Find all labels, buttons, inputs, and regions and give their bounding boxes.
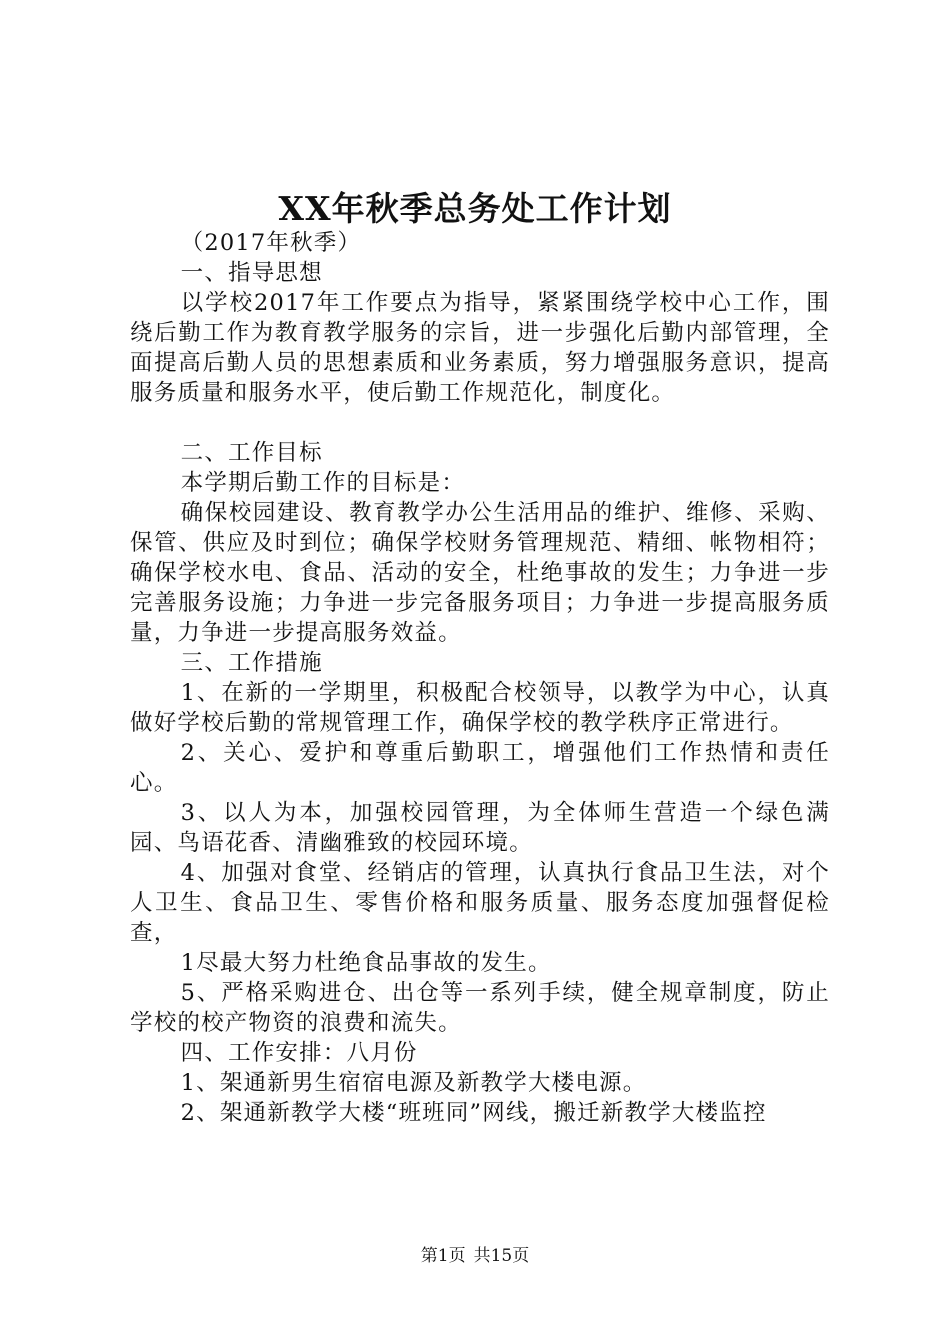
paragraph-goals-intro: 本学期后勤工作的目标是： <box>180 470 466 496</box>
page-total: 共15页 <box>473 1246 530 1266</box>
measure-item-4-continued: 1尽最大努力杜绝食品事故的发生。 <box>180 950 552 976</box>
section-heading-work-goals: 二、工作目标 <box>180 440 323 466</box>
section-heading-guiding-ideology: 一、指导思想 <box>180 260 323 286</box>
measure-item-2: 2、关心、爱护和尊重后勤职工，增强他们工作热情和责任心。 <box>130 740 830 796</box>
measure-item-1: 1、在新的一学期里，积极配合校领导，以教学为中心，认真做好学校后勤的常规管理工作，确保学校的教学秩序正常进行。 <box>130 680 830 736</box>
schedule-item-2: 2、架通新教学大楼“班班同”网线，搬迁新教学大楼监控 <box>180 1100 767 1126</box>
semester-note: （2017年秋季） <box>180 230 362 256</box>
document-title: XX年秋季总务处工作计划 <box>278 189 672 228</box>
section-heading-work-measures: 三、工作措施 <box>180 650 323 676</box>
paragraph-guiding-ideology: 以学校2017年工作要点为指导，紧紧围绕学校中心工作，围绕后勤工作为教育教学服务的宗旨，进一步强化后勤内部管理，全面提高后勤人员的思想素质和业务素质，努力增强服务意识，提高服务质量和服务水平，使后勤工作规范化，制度化。 <box>130 290 830 406</box>
measure-item-3: 3、以人为本，加强校园管理，为全体师生营造一个绿色满园、鸟语花香、清幽雅致的校园环境。 <box>130 800 830 856</box>
section-heading-work-schedule: 四、工作安排：八月份 <box>180 1040 418 1066</box>
document-body <box>130 228 830 1128</box>
measure-item-4: 4、加强对食堂、经销店的管理，认真执行食品卫生法，对个人卫生、食品卫生、零售价格和服务质量、服务态度加强督促检查， <box>130 860 830 946</box>
page-number: 第1页 <box>420 1246 466 1266</box>
paragraph-goals-detail: 确保校园建设、教育教学办公生活用品的维护、维修、采购、保管、供应及时到位；确保学校财务管理规范、精细、帐物相符；确保学校水电、食品、活动的安全，杜绝事故的发生；力争进一步完善服务设施；力争进一步完备服务项目；力争进一步提高服务质量，力争进一步提高服务效益。 <box>130 500 830 646</box>
page-footer <box>0 1244 950 1268</box>
schedule-item-1: 1、架通新男生宿宿电源及新教学大楼电源。 <box>180 1070 647 1096</box>
measure-item-5: 5、严格采购进仓、出仓等一系列手续，健全规章制度，防止学校的校产物资的浪费和流失。 <box>130 980 830 1036</box>
